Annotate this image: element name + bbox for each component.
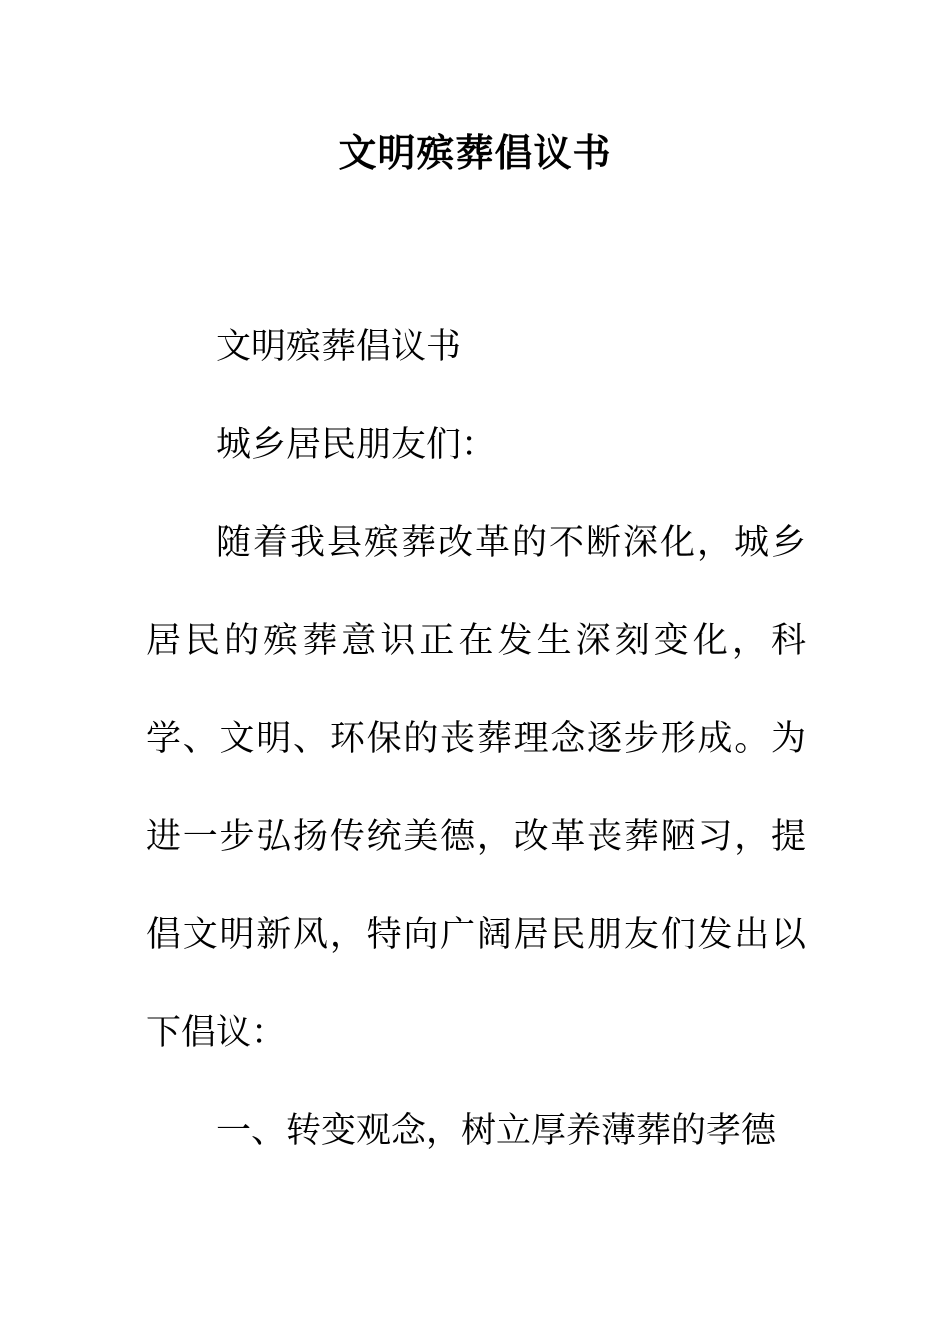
document-body (146, 298, 806, 1180)
paragraph-salutation: 城乡居民朋友们： (216, 425, 497, 465)
paragraph-intro: 随着我县殡葬改革的不断深化，城乡居民的殡葬意识正在发生深刻变化，科学、文明、环保的丧葬理念逐步形成。为进一步弘扬传统美德，改革丧葬陋习，提倡文明新风，特向广阔居民朋友们发出以下倡议： (146, 523, 806, 1053)
paragraph-subtitle: 文明殡葬倡议书 (216, 327, 462, 367)
document-title: 文明殡葬倡议书 (338, 130, 612, 175)
paragraph-section-one: 一、转变观念，树立厚养薄葬的孝德 (216, 1111, 777, 1151)
